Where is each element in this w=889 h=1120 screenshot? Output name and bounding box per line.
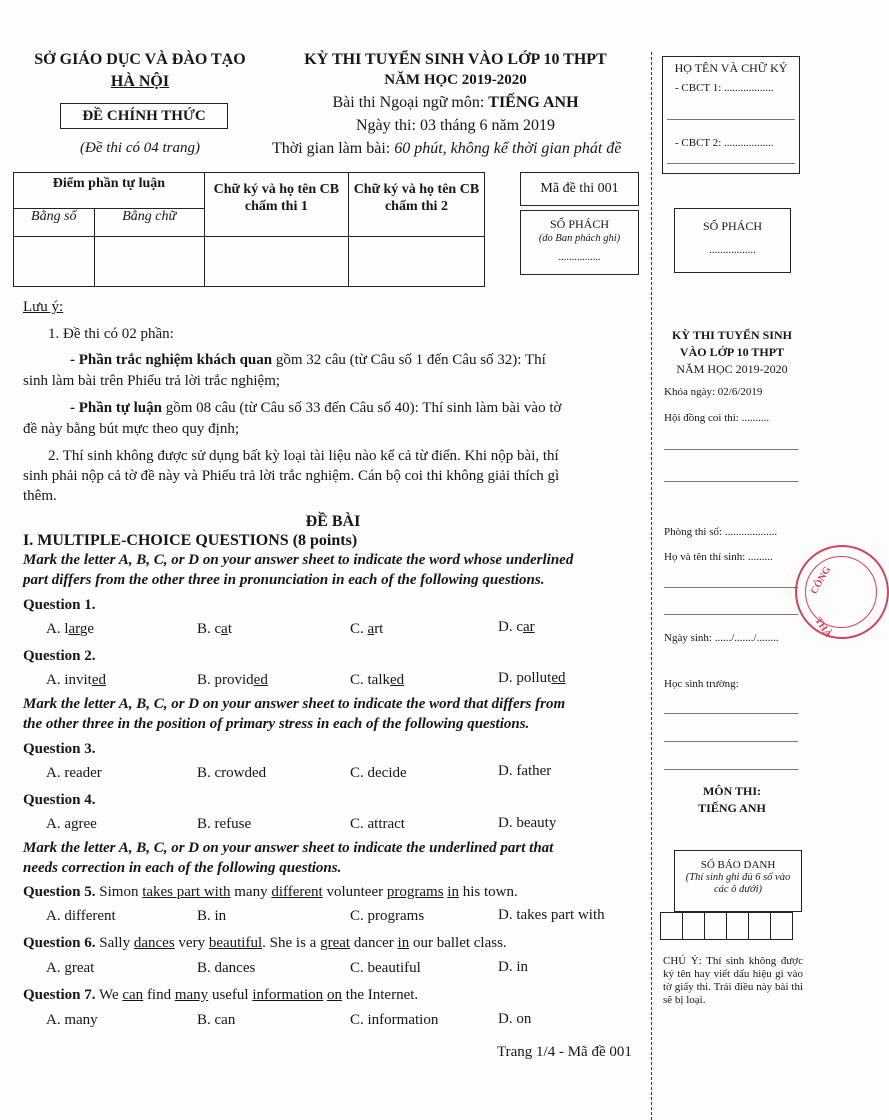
score-table [13,172,485,287]
question-1-label: Question 1. [23,597,96,613]
supervisor-rule-1 [667,119,795,120]
q7-option-b: B. can [197,1012,236,1028]
note-2-line1: 2. Thí sinh không được sử dụng bất kỳ loại tài liệu nào kể cả từ điển. Khi nộp bài, thí [48,448,559,464]
department-name: SỞ GIÁO DỤC VÀ ĐÀO TẠO [34,51,246,68]
warning-note: CHÚ Ý: Thí sinh không được ký tên hay viết dấu hiệu gì vào tờ giấy thi. Trái điều này bài thi sẽ bị loại. [663,955,803,1006]
marker2-header: Chữ ký và họ tên CB chấm thi 2 [348,173,484,237]
official-exam-badge: ĐỀ CHÍNH THỨC [60,103,228,129]
course-date: Khóa ngày: 02/6/2019 [664,386,763,398]
q5-option-d: D. takes part with [498,907,605,923]
exam-title: KỲ THI TUYỂN SINH VÀO LỚP 10 THPT [304,51,607,68]
q4-option-b: B. refuse [197,816,252,832]
supervisor-rule-2 [667,163,795,164]
exam-code: Mã đề thi 001 [540,181,619,196]
q3-option-b: B. crowded [197,765,267,781]
note-1b: - Phần tự luận gồm 08 câu (từ Câu số 33 đến Câu số 40): Thí sinh làm bài vào tờ [70,400,562,416]
side-rule-7 [664,769,798,770]
q7-option-c: C. information [350,1012,439,1028]
page-footer: Trang 1/4 - Mã đề 001 [497,1044,632,1060]
serial-label: SỐ PHÁCH [549,217,609,231]
stamp-text-top: CÔNG [808,564,834,597]
instruction-1-line2: part differs from the other three in pronunciation in each of the following questions. [23,572,545,588]
subject-line: Bài thi Ngoại ngữ môn: TIẾNG ANH [332,94,579,111]
digit-cell-5[interactable] [748,912,770,940]
note-2-line2: sinh phải nộp cả tờ đề này và Phiếu trả lời trắc nghiệm. Cán bộ coi thi không giải thích gì [23,468,560,484]
instruction-2-line1: Mark the letter A, B, C, or D on your answer sheet to indicate the word that differs from [23,696,566,712]
candidate-number-box [674,850,802,912]
serial-dots: ................ [558,252,601,263]
score-in-words: Bằng chữ [94,209,204,237]
q6-option-b: B. dances [197,960,256,976]
department-city: HÀ NỘI [110,73,170,90]
candidate-number-note: (Thí sinh ghi đủ 6 số vào các ô dưới) [685,872,791,895]
digit-cell-6[interactable] [770,912,793,940]
side-rule-3 [664,587,798,588]
side-exam-line1: KỲ THI TUYỂN SINH [672,328,792,342]
de-bai-heading: ĐỀ BÀI [305,513,361,530]
note-1a-cont: sinh làm bài trên Phiếu trả lời trắc nghiệm; [23,373,281,389]
q7-option-d: D. on [498,1011,532,1027]
exam-room-field: Phòng thi số: ................... [664,526,778,538]
notes-heading: Lưu ý: [23,299,64,315]
serial-note: (do Ban phách ghi) [538,233,621,244]
school-field: Học sinh trường: [664,678,739,690]
subject-label: MÔN THI: [702,784,762,798]
q6-option-d: D. in [498,959,528,975]
note-1a: - Phần trắc nghiệm khách quan gồm 32 câu (từ Câu số 1 đến Câu số 32): Thí [70,352,546,368]
instruction-3-line2: needs correction in each of the following questions. [23,860,342,876]
q6-option-a: A. great [46,960,95,976]
q4-option-a: A. agree [46,816,97,832]
note-1b-cont: đề này bằng bút mực theo quy định; [23,421,240,437]
score-in-digits: Bằng số [14,209,95,237]
q1-option-d: D. car [498,619,535,635]
q1-option-c: C. art [350,621,384,637]
question-2-label: Question 2. [23,648,96,664]
subject-value: TIẾNG ANH [698,801,766,815]
side-exam-line2: VÀO LỚP 10 THPT [679,345,785,359]
q2-option-d: D. polluted [498,670,566,686]
cut-line [651,52,652,1120]
exam-council-field: Hội đồng coi thi: .......... [664,412,770,424]
exam-code-box [520,172,639,206]
digit-cell-4[interactable] [726,912,748,940]
q5-option-b: B. in [197,908,227,924]
note-1: 1. Đề thi có 02 phần: [48,326,174,342]
q7-option-a: A. many [46,1012,98,1028]
q2-option-b: B. provided [197,672,268,688]
question-4-label: Question 4. [23,792,96,808]
time-allowed: Thời gian làm bài: 60 phút, không kể thời gian phát đề [272,140,622,157]
score-header: Điểm phần tự luận [14,173,205,209]
q4-option-d: D. beauty [498,815,557,831]
question-5: Question 5. Simon takes part with many different volunteer programs in his town. [23,884,518,900]
side-serial-dots: ................. [709,244,756,256]
score-digits-cell [14,237,95,287]
digit-cell-3[interactable] [704,912,726,940]
supervisor-title: HỌ TÊN VÀ CHỮ KÝ [674,61,788,75]
q1-option-b: B. cat [197,621,233,637]
note-2-line3: thêm. [23,488,57,504]
exam-date: Ngày thi: 03 tháng 6 năm 2019 [355,117,556,134]
digit-cell-1[interactable] [660,912,682,940]
candidate-name-field: Họ và tên thí sinh: ......... [664,551,773,563]
score-words-cell [94,237,204,287]
side-rule-1 [664,449,798,450]
q1-option-a: A. large [46,621,95,637]
marker1-header: Chữ ký và họ tên CB chấm thi 1 [204,173,348,237]
marker1-cell [204,237,348,287]
stamp-text-bottom: THÀ [812,615,834,640]
side-rule-6 [664,741,798,742]
side-exam-line3: NĂM HỌC 2019-2020 [676,362,788,376]
question-6: Question 6. Sally dances very beautiful. She is a great dancer in our ballet class. [23,935,507,951]
serial-box [520,210,639,275]
q3-option-c: C. decide [350,765,407,781]
cbct1-field: - CBCT 1: .................. [675,82,774,94]
school-year: NĂM HỌC 2019-2020 [384,72,527,88]
cbct2-field: - CBCT 2: .................. [675,137,774,149]
q5-option-a: A. different [46,908,116,924]
q6-option-c: C. beautiful [350,960,421,976]
candidate-number-cells [660,912,793,940]
question-7: Question 7. We can find many useful information on the Internet. [23,987,419,1003]
q4-option-c: C. attract [350,816,405,832]
birth-date-field: Ngày sinh: ....../......./........ [664,632,779,644]
pages-note: (Đề thi có 04 trang) [80,140,200,156]
supervisor-box [662,56,800,174]
marker2-cell [348,237,484,287]
side-rule-4 [664,614,798,615]
q2-option-a: A. invited [46,672,107,688]
instruction-3-line1: Mark the letter A, B, C, or D on your answer sheet to indicate the underlined part that [23,840,554,856]
section-1-title: I. MULTIPLE-CHOICE QUESTIONS (8 points) [23,532,358,549]
q5-option-c: C. programs [350,908,425,924]
digit-cell-2[interactable] [682,912,704,940]
side-serial-box [674,208,791,273]
side-serial-label: SỐ PHÁCH [702,219,762,233]
q2-option-c: C. talked [350,672,405,688]
side-rule-5 [664,713,798,714]
candidate-number-title: SỐ BÁO DANH [700,859,776,871]
instruction-2-line2: the other three in the position of primary stress in each of the following questions. [23,716,530,732]
q3-option-d: D. father [498,763,552,779]
question-3-label: Question 3. [23,741,96,757]
q3-option-a: A. reader [46,765,102,781]
side-rule-2 [664,481,798,482]
instruction-1-line1: Mark the letter A, B, C, or D on your answer sheet to indicate the word whose underlined [23,552,574,568]
